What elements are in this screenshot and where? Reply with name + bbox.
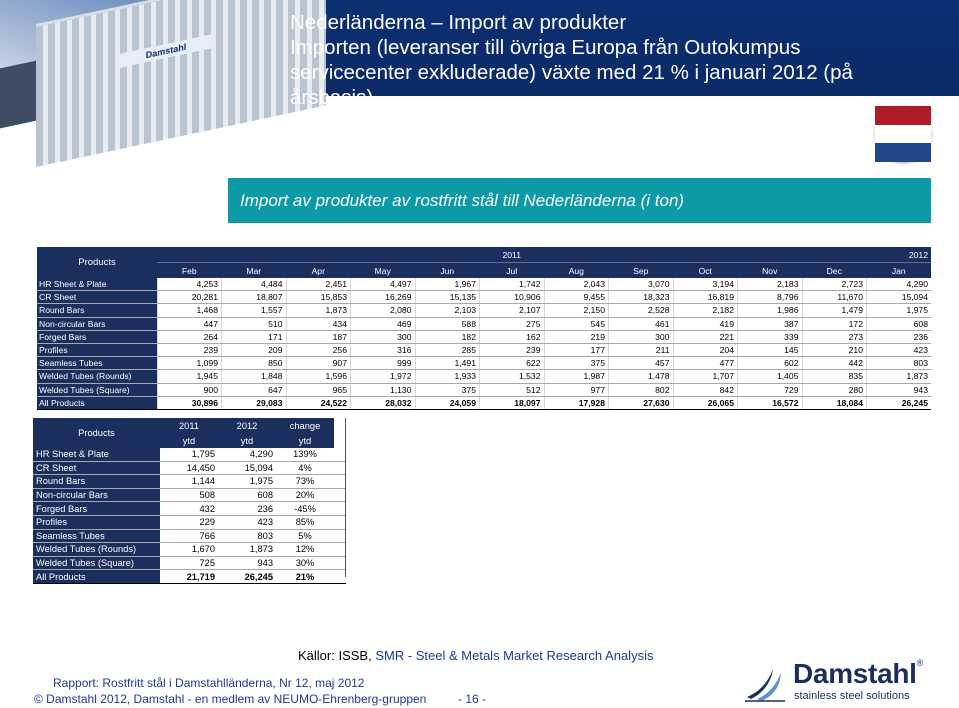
cell-value: 2,080 [351, 304, 416, 317]
report-reference: Rapport: Rostfritt stål i Damstahlländerna, Nr 12, maj 2012 [53, 676, 365, 690]
total-value: 18,084 [802, 396, 867, 409]
cell-value: 457 [609, 357, 674, 370]
cell-value: 2,528 [609, 304, 674, 317]
cell-value: 943 [867, 383, 932, 396]
cell-value: 1,130 [351, 383, 416, 396]
ytd-row [33, 475, 346, 489]
cell-value: 423 [867, 343, 932, 356]
cell-value: 264 [157, 330, 222, 343]
ytd-sub-header-2011: ytd [160, 433, 218, 448]
cell-value: 209 [222, 343, 287, 356]
ytd-2012-value: 236 [218, 502, 276, 516]
ytd-2012-value: 803 [218, 529, 276, 543]
ytd-sub-header-2012: ytd [218, 433, 276, 448]
cell-value: 1,557 [222, 304, 287, 317]
cell-value: 1,491 [415, 357, 480, 370]
title-line-4: årsbasis) [290, 86, 374, 109]
cell-value: 182 [415, 330, 480, 343]
copyright-text: © Damstahl 2012, Damstahl - en medlem av NEUMO-Ehrenberg-gruppen [34, 692, 427, 706]
ytd-2011-value: 725 [160, 556, 218, 570]
row-label: Non-circular Bars [37, 317, 157, 330]
ytd-2011-value: 508 [160, 488, 218, 502]
ytd-2012-value: 423 [218, 515, 276, 529]
damstahl-logo-icon [743, 663, 787, 703]
row-label: CR Sheet [37, 291, 157, 304]
cell-value: 339 [738, 330, 803, 343]
logo-wordmark [793, 658, 923, 690]
slide-header [0, 0, 959, 109]
year-2011-header: 2011 [157, 247, 867, 263]
cell-value: 239 [157, 343, 222, 356]
ytd-total-row [33, 570, 346, 584]
cell-value: 1,468 [157, 304, 222, 317]
month-header: Jul [480, 263, 545, 279]
cell-value: 221 [673, 330, 738, 343]
ytd-2011-value: 14,450 [160, 461, 218, 475]
slide-title [290, 10, 940, 109]
total-value: 24,522 [286, 396, 351, 409]
cell-value: 219 [544, 330, 609, 343]
building-photo [0, 0, 285, 96]
cell-value: 2,183 [738, 278, 803, 291]
cell-value: 2,043 [544, 278, 609, 291]
table-month-header-row [37, 263, 931, 279]
table-row [37, 357, 931, 370]
table-year-header-row [37, 247, 931, 263]
cell-value: 1,987 [544, 370, 609, 383]
row-label: Profiles [37, 343, 157, 356]
ytd-total-2011: 21,719 [160, 570, 218, 584]
ytd-row [33, 461, 346, 475]
cell-value: 18,323 [609, 291, 674, 304]
ytd-row [33, 488, 346, 502]
row-label: Forged Bars [37, 330, 157, 343]
cell-value: 3,070 [609, 278, 674, 291]
cell-value: 1,873 [867, 370, 932, 383]
page-number: - 16 - [458, 692, 487, 706]
ytd-2012-value: 4,290 [218, 448, 276, 461]
cell-value: 477 [673, 357, 738, 370]
cell-value: 280 [802, 383, 867, 396]
title-line-2: Importen (leveranser till övriga Europa från Outokumpus [290, 36, 801, 59]
ytd-table-right-border [345, 418, 346, 577]
cell-value: 162 [480, 330, 545, 343]
cell-value: 1,596 [286, 370, 351, 383]
ytd-change-value: 85% [276, 515, 334, 529]
cell-value: 10,906 [480, 291, 545, 304]
cell-value: 1,933 [415, 370, 480, 383]
building-facade [36, 0, 326, 167]
cell-value: 647 [222, 383, 287, 396]
cell-value: 177 [544, 343, 609, 356]
cell-value: 608 [867, 317, 932, 330]
section-banner: Import av produkter av rostfritt stål till Nederländerna (i ton) [228, 178, 931, 223]
table-row [37, 383, 931, 396]
ytd-row [33, 502, 346, 516]
ytd-row [33, 448, 346, 461]
cell-value: 210 [802, 343, 867, 356]
month-header: Aug [544, 263, 609, 279]
row-label: Round Bars [37, 304, 157, 317]
cell-value: 187 [286, 330, 351, 343]
total-value: 28,032 [351, 396, 416, 409]
title-line-1: Nederländerna – Import av produkter [290, 11, 627, 34]
ytd-row-label: Forged Bars [33, 502, 160, 516]
month-header: Oct [673, 263, 738, 279]
ytd-row [33, 556, 346, 570]
cell-value: 18,807 [222, 291, 287, 304]
ytd-row-label: CR Sheet [33, 461, 160, 475]
netherlands-flag-icon [875, 106, 931, 162]
month-header: Sep [609, 263, 674, 279]
cell-value: 11,670 [802, 291, 867, 304]
cell-value: 1,405 [738, 370, 803, 383]
ytd-row [33, 543, 346, 557]
ytd-change-value: 30% [276, 556, 334, 570]
ytd-row-label: Non-circular Bars [33, 488, 160, 502]
cell-value: 375 [544, 357, 609, 370]
total-row [37, 396, 931, 409]
cell-value: 1,742 [480, 278, 545, 291]
cell-value: 204 [673, 343, 738, 356]
month-header: Apr [286, 263, 351, 279]
total-value: 24,059 [415, 396, 480, 409]
ytd-change-value: 4% [276, 461, 334, 475]
cell-value: 461 [609, 317, 674, 330]
ytd-row-label: Welded Tubes (Square) [33, 556, 160, 570]
cell-value: 171 [222, 330, 287, 343]
cell-value: 172 [802, 317, 867, 330]
cell-value: 729 [738, 383, 803, 396]
month-header: Feb [157, 263, 222, 279]
ytd-row-label: Profiles [33, 515, 160, 529]
cell-value: 8,796 [738, 291, 803, 304]
month-header: Dec [802, 263, 867, 279]
flag-blue-stripe [875, 143, 931, 162]
ytd-2012-value: 1,873 [218, 543, 276, 557]
ytd-row-label: HR Sheet & Plate [33, 448, 160, 461]
cell-value: 273 [802, 330, 867, 343]
ytd-change-value: -45% [276, 502, 334, 516]
cell-value: 145 [738, 343, 803, 356]
cell-value: 1,099 [157, 357, 222, 370]
month-header: Nov [738, 263, 803, 279]
total-value: 16,572 [738, 396, 803, 409]
cell-value: 545 [544, 317, 609, 330]
table-row [37, 330, 931, 343]
cell-value: 907 [286, 357, 351, 370]
total-value: 18,097 [480, 396, 545, 409]
total-value: 17,928 [544, 396, 609, 409]
month-header: Jun [415, 263, 480, 279]
table-row [37, 343, 931, 356]
cell-value: 2,451 [286, 278, 351, 291]
ytd-change-value: 73% [276, 475, 334, 489]
cell-value: 1,479 [802, 304, 867, 317]
sources-prefix: Källor: ISSB, [298, 648, 376, 663]
cell-value: 300 [609, 330, 674, 343]
logo-registered-mark: ® [916, 658, 923, 668]
ytd-sub-header-change: ytd [276, 433, 334, 448]
cell-value: 850 [222, 357, 287, 370]
cell-value: 442 [802, 357, 867, 370]
cell-value: 965 [286, 383, 351, 396]
cell-value: 256 [286, 343, 351, 356]
row-label: Welded Tubes (Square) [37, 383, 157, 396]
title-line-3: servicecenter exkluderade) växte med 21 % i januari 2012 (på [290, 61, 853, 84]
cell-value: 316 [351, 343, 416, 356]
cell-value: 622 [480, 357, 545, 370]
total-value: 30,896 [157, 396, 222, 409]
cell-value: 1,945 [157, 370, 222, 383]
cell-value: 236 [867, 330, 932, 343]
cell-value: 419 [673, 317, 738, 330]
table-row [37, 370, 931, 383]
cell-value: 3,194 [673, 278, 738, 291]
cell-value: 4,497 [351, 278, 416, 291]
year-2012-header: 2012 [867, 247, 932, 263]
logo-tagline: stainless steel solutions [794, 690, 910, 702]
cell-value: 211 [609, 343, 674, 356]
ytd-row-label: Round Bars [33, 475, 160, 489]
ytd-row [33, 529, 346, 543]
ytd-2011-value: 229 [160, 515, 218, 529]
flag-red-stripe [875, 106, 931, 125]
cell-value: 1,873 [286, 304, 351, 317]
cell-value: 1,975 [867, 304, 932, 317]
cell-value: 602 [738, 357, 803, 370]
ytd-row [33, 515, 346, 529]
cell-value: 2,150 [544, 304, 609, 317]
table-row [37, 304, 931, 317]
cell-value: 434 [286, 317, 351, 330]
table-row [37, 291, 931, 304]
sources-smr: SMR - Steel & Metals Market Research Analysis [375, 648, 654, 663]
ytd-2012-value: 15,094 [218, 461, 276, 475]
cell-value: 387 [738, 317, 803, 330]
ytd-2012-value: 943 [218, 556, 276, 570]
total-value: 27,630 [609, 396, 674, 409]
cell-value: 900 [157, 383, 222, 396]
cell-value: 977 [544, 383, 609, 396]
cell-value: 2,107 [480, 304, 545, 317]
cell-value: 588 [415, 317, 480, 330]
cell-value: 2,103 [415, 304, 480, 317]
cell-value: 285 [415, 343, 480, 356]
cell-value: 1,972 [351, 370, 416, 383]
cell-value: 1,848 [222, 370, 287, 383]
cell-value: 1,478 [609, 370, 674, 383]
cell-value: 4,290 [867, 278, 932, 291]
cell-value: 802 [609, 383, 674, 396]
month-header: Mar [222, 263, 287, 279]
cell-value: 300 [351, 330, 416, 343]
ytd-change-value: 20% [276, 488, 334, 502]
cell-value: 9,455 [544, 291, 609, 304]
ytd-2011-value: 1,795 [160, 448, 218, 461]
row-label: HR Sheet & Plate [37, 278, 157, 291]
table-row [37, 317, 931, 330]
cell-value: 842 [673, 383, 738, 396]
cell-value: 803 [867, 357, 932, 370]
cell-value: 835 [802, 370, 867, 383]
cell-value: 2,182 [673, 304, 738, 317]
cell-value: 15,853 [286, 291, 351, 304]
products-column-header: Products [37, 247, 157, 278]
cell-value: 1,986 [738, 304, 803, 317]
ytd-header-row-1 [33, 418, 346, 433]
month-header: May [351, 263, 416, 279]
cell-value: 16,819 [673, 291, 738, 304]
ytd-summary-table [33, 418, 346, 584]
ytd-row-label: Seamless Tubes [33, 529, 160, 543]
ytd-change-value: 12% [276, 543, 334, 557]
ytd-total-change: 21% [276, 570, 334, 584]
ytd-products-header: Products [33, 418, 160, 448]
ytd-change-header: change [276, 418, 334, 433]
table-row [37, 278, 931, 291]
cell-value: 4,484 [222, 278, 287, 291]
cell-value: 1,967 [415, 278, 480, 291]
ytd-2011-value: 1,670 [160, 543, 218, 557]
month-header: Jan [867, 263, 932, 279]
cell-value: 2,723 [802, 278, 867, 291]
ytd-2012-value: 1,975 [218, 475, 276, 489]
cell-value: 4,253 [157, 278, 222, 291]
cell-value: 512 [480, 383, 545, 396]
row-label: Welded Tubes (Rounds) [37, 370, 157, 383]
ytd-2011-value: 766 [160, 529, 218, 543]
cell-value: 15,135 [415, 291, 480, 304]
cell-value: 1,707 [673, 370, 738, 383]
ytd-2011-value: 1,144 [160, 475, 218, 489]
cell-value: 447 [157, 317, 222, 330]
cell-value: 1,532 [480, 370, 545, 383]
flag-white-stripe [875, 125, 931, 144]
cell-value: 275 [480, 317, 545, 330]
building-sign: Damstahl [118, 34, 214, 68]
sources-text [298, 648, 653, 663]
total-value: 26,065 [673, 396, 738, 409]
ytd-row-label: Welded Tubes (Rounds) [33, 543, 160, 557]
total-label: All Products [37, 396, 157, 409]
cell-value: 999 [351, 357, 416, 370]
ytd-change-value: 5% [276, 529, 334, 543]
ytd-change-value: 139% [276, 448, 334, 461]
cell-value: 16,269 [351, 291, 416, 304]
cell-value: 20,281 [157, 291, 222, 304]
monthly-import-table [37, 247, 931, 410]
ytd-2012-header: 2012 [218, 418, 276, 433]
total-value: 29,083 [222, 396, 287, 409]
ytd-total-label: All Products [33, 570, 160, 584]
row-label: Seamless Tubes [37, 357, 157, 370]
cell-value: 239 [480, 343, 545, 356]
logo-name-text: Damstahl [793, 658, 917, 689]
cell-value: 469 [351, 317, 416, 330]
ytd-2011-value: 432 [160, 502, 218, 516]
ytd-2012-value: 608 [218, 488, 276, 502]
ytd-total-2012: 26,245 [218, 570, 276, 584]
ytd-2011-header: 2011 [160, 418, 218, 433]
cell-value: 510 [222, 317, 287, 330]
cell-value: 375 [415, 383, 480, 396]
damstahl-logo [743, 660, 933, 706]
cell-value: 15,094 [867, 291, 932, 304]
total-value: 26,245 [867, 396, 932, 409]
